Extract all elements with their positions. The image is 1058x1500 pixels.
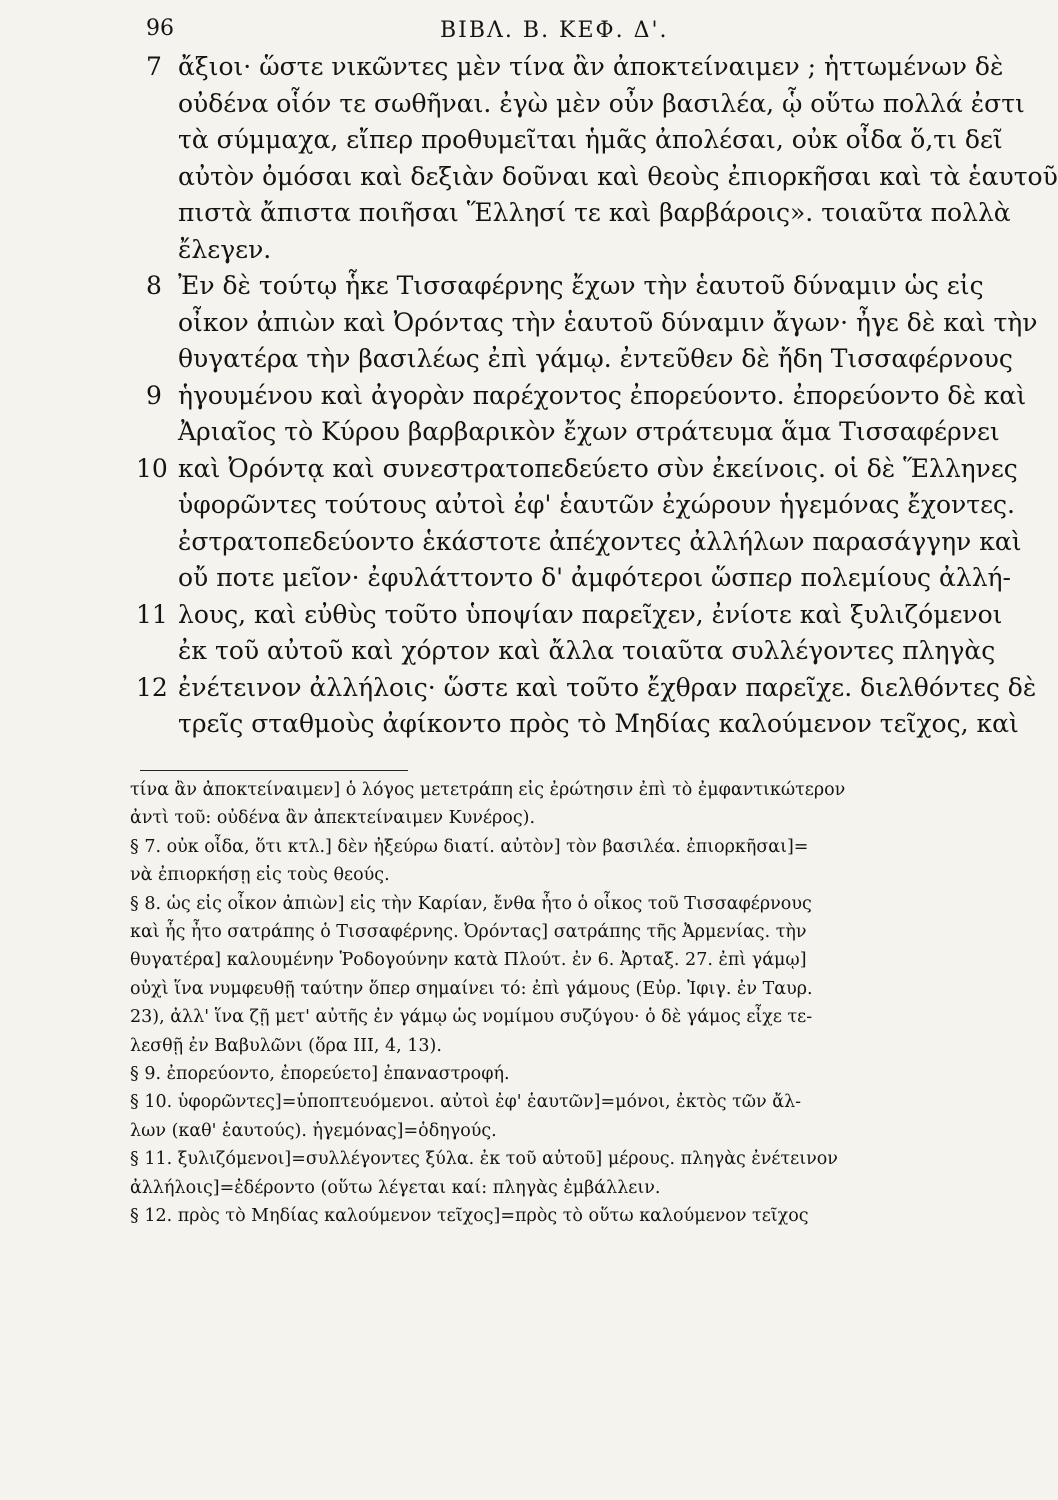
- text-line: οἶκον ἀπιὼν καὶ Ὀρόντας τὴν ἑαυτοῦ δύναμιν ἄγων· ἦγε δὲ καὶ τὴν: [178, 307, 1038, 337]
- text-line: οὔ ποτε μεῖον· ἐφυλάττοντο δ' ἀμφότεροι ὥσπερ πολεμίους ἀλλή-: [178, 563, 1011, 592]
- text-line: καὶ Ὀρόντᾳ καὶ συνεστρατοπεδεύετο σὺν ἐκείνοις. οἱ δὲ Ἕλληνες: [178, 453, 1018, 483]
- text-line: Ἐν δὲ τούτῳ ἧκε Τισσαφέρνης ἔχων τὴν ἑαυτοῦ δύναμιν ὡς εἰς: [178, 271, 984, 300]
- footnote-line: καὶ ἧς ἦτο σατράπης ὁ Τισσαφέρνης. Ὀρόντας] σατράπης τῆς Ἀρμενίας. τὴν: [130, 922, 807, 942]
- line-number: 12: [136, 672, 168, 702]
- footnote-line: ἀλλήλοις]=ἐδέροντο (οὕτω λέγεται καί: πληγὰς ἐμβάλλειν.: [130, 1177, 661, 1198]
- text-line: τρεῖς σταθμοὺς ἀφίκοντο πρὸς τὸ Μηδίας καλούμενον τεῖχος, καὶ: [178, 709, 1019, 738]
- text-line: ἔλεγεν.: [178, 234, 272, 264]
- text-line: οὐδένα οἷόν τε σωθῆναι. ἐγὼ μὲν οὖν βασιλέα, ᾧ οὕτω πολλά ἐστι: [178, 88, 1025, 118]
- line-number: 10: [136, 453, 168, 483]
- line-number: 7: [146, 52, 162, 81]
- footnote-line: 23), ἀλλ' ἵνα ζῇ μετ' αὐτῆς ἐν γάμῳ ὡς νομίμου συζύγου· ὁ δὲ γάμος εἶχε τε-: [130, 1007, 813, 1028]
- page-number: 96: [146, 16, 174, 41]
- page-header: [0, 12, 978, 46]
- text-line: θυγατέρα τὴν βασιλέως ἐπὶ γάμῳ. ἐντεῦθεν δὲ ἤδη Τισσαφέρνους: [178, 344, 1013, 373]
- footnote-line: λων (καθ' ἑαυτούς). ἡγεμόνας]=ὁδηγούς.: [130, 1120, 497, 1141]
- footnote-line: θυγατέρα] καλουμένην Ῥοδογούνην κατὰ Πλούτ. ἐν 6. Ἀρταξ. 27. ἐπὶ γάμῳ]: [130, 950, 807, 971]
- text-line: ἐνέτεινον ἀλλήλοις· ὥστε καὶ τοῦτο ἔχθραν παρεῖχε. διελθόντες δὲ: [178, 672, 1037, 702]
- text-line: αὐτὸν ὀμόσαι καὶ δεξιὰν δοῦναι καὶ θεοὺς ἐπιορκῆσαι καὶ τὰ ἑαυτοῦ: [178, 161, 1058, 191]
- text-line: ἄξιοι· ὥστε νικῶντες μὲν τίνα ἂν ἀποκτείναιμεν ; ἡττωμένων δὲ: [178, 52, 1004, 81]
- text-line: λους, καὶ εὐθὺς τοῦτο ὑποψίαν παρεῖχεν, ἐνίοτε καὶ ξυλιζόμενοι: [178, 599, 1003, 629]
- line-number: 8: [146, 271, 162, 300]
- footnote-line: § 12. πρὸς τὸ Μηδίας καλούμενον τεῖχος]=πρὸς τὸ οὕτω καλούμενον τεῖχος: [130, 1206, 809, 1226]
- text-line: ἐστρατοπεδεύοντο ἑκάστοτε ἀπέχοντες ἀλλήλων παρασάγγην καὶ: [178, 526, 1022, 556]
- footnote-line: § 11. ξυλιζόμενοι]=συλλέγοντες ξύλα. ἐκ τοῦ αὐτοῦ] μέρους. πληγὰς ἐνέτεινον: [130, 1149, 838, 1170]
- footnote-line: § 8. ὡς εἰς οἶκον ἀπιὼν] εἰς τὴν Καρίαν, ἔνθα ἦτο ὁ οἶκος τοῦ Τισσαφέρνους: [130, 893, 812, 914]
- footnote-line: ἀντὶ τοῦ: οὐδένα ἂν ἀπεκτείναιμεν Κυνέρος).: [130, 808, 536, 829]
- footnote-line: § 9. ἐπορεύοντο, ἐπορεύετο] ἐπαναστροφή.: [130, 1064, 510, 1084]
- line-number: 11: [136, 599, 168, 629]
- footnote-line: νὰ ἐπιορκήσῃ εἰς τοὺς θεούς.: [130, 865, 390, 886]
- line-number: 9: [146, 380, 162, 410]
- text-line: πιστὰ ἄπιστα ποιῆσαι Ἕλλησί τε καὶ βαρβάροις». τοιαῦτα πολλὰ: [178, 198, 1011, 227]
- text-line: τὰ σύμμαχα, εἴπερ προθυμεῖται ἡμᾶς ἀπολέσαι, οὐκ οἶδα ὅ,τι δεῖ: [178, 125, 1003, 154]
- footnote-line: § 10. ὑφορῶντες]=ὑποπτευόμενοι. αὐτοὶ ἐφ' ἑαυτῶν]=μόνοι, ἐκτὸς τῶν ἄλ-: [130, 1092, 802, 1113]
- footnote-line: λεσθῇ ἐν Βαβυλῶνι (ὅρα III, 4, 13).: [130, 1035, 442, 1056]
- text-line: Ἀριαῖος τὸ Κύρου βαρβαρικὸν ἔχων στράτευμα ἅμα Τισσαφέρνει: [178, 417, 1000, 446]
- text-line: ἡγουμένου καὶ ἀγορὰν παρέχοντος ἐπορεύοντο. ἐπορεύοντο δὲ καὶ: [178, 380, 1027, 410]
- running-head: ΒΙΒΛ. Β. ΚΕΦ. Δ'.: [440, 18, 669, 43]
- footnote-rule: [140, 770, 408, 771]
- footnote-line: οὐχὶ ἵνα νυμφευθῇ ταύτην ὅπερ σημαίνει τό: ἐπὶ γάμους (Εὐρ. Ἰφιγ. ἐν Ταυρ.: [130, 978, 813, 999]
- footnote-line: § 7. οὐκ οἶδα, ὅτι κτλ.] δὲν ἠξεύρω διατί. αὐτὸν] τὸν βασιλέα. ἐπιορκῆσαι]=: [130, 836, 809, 857]
- text-line: ἐκ τοῦ αὐτοῦ καὶ χόρτον καὶ ἄλλα τοιαῦτα συλλέγοντες πληγὰς: [178, 636, 996, 665]
- text-line: ὑφορῶντες τούτους αὐτοὶ ἐφ' ἑαυτῶν ἐχώρουν ἡγεμόνας ἔχοντες.: [178, 490, 1015, 519]
- footnote-line: τίνα ἂν ἀποκτείναιμεν] ὁ λόγος μετετράπη εἰς ἐρώτησιν ἐπὶ τὸ ἐμφαντικώτερον: [130, 780, 846, 800]
